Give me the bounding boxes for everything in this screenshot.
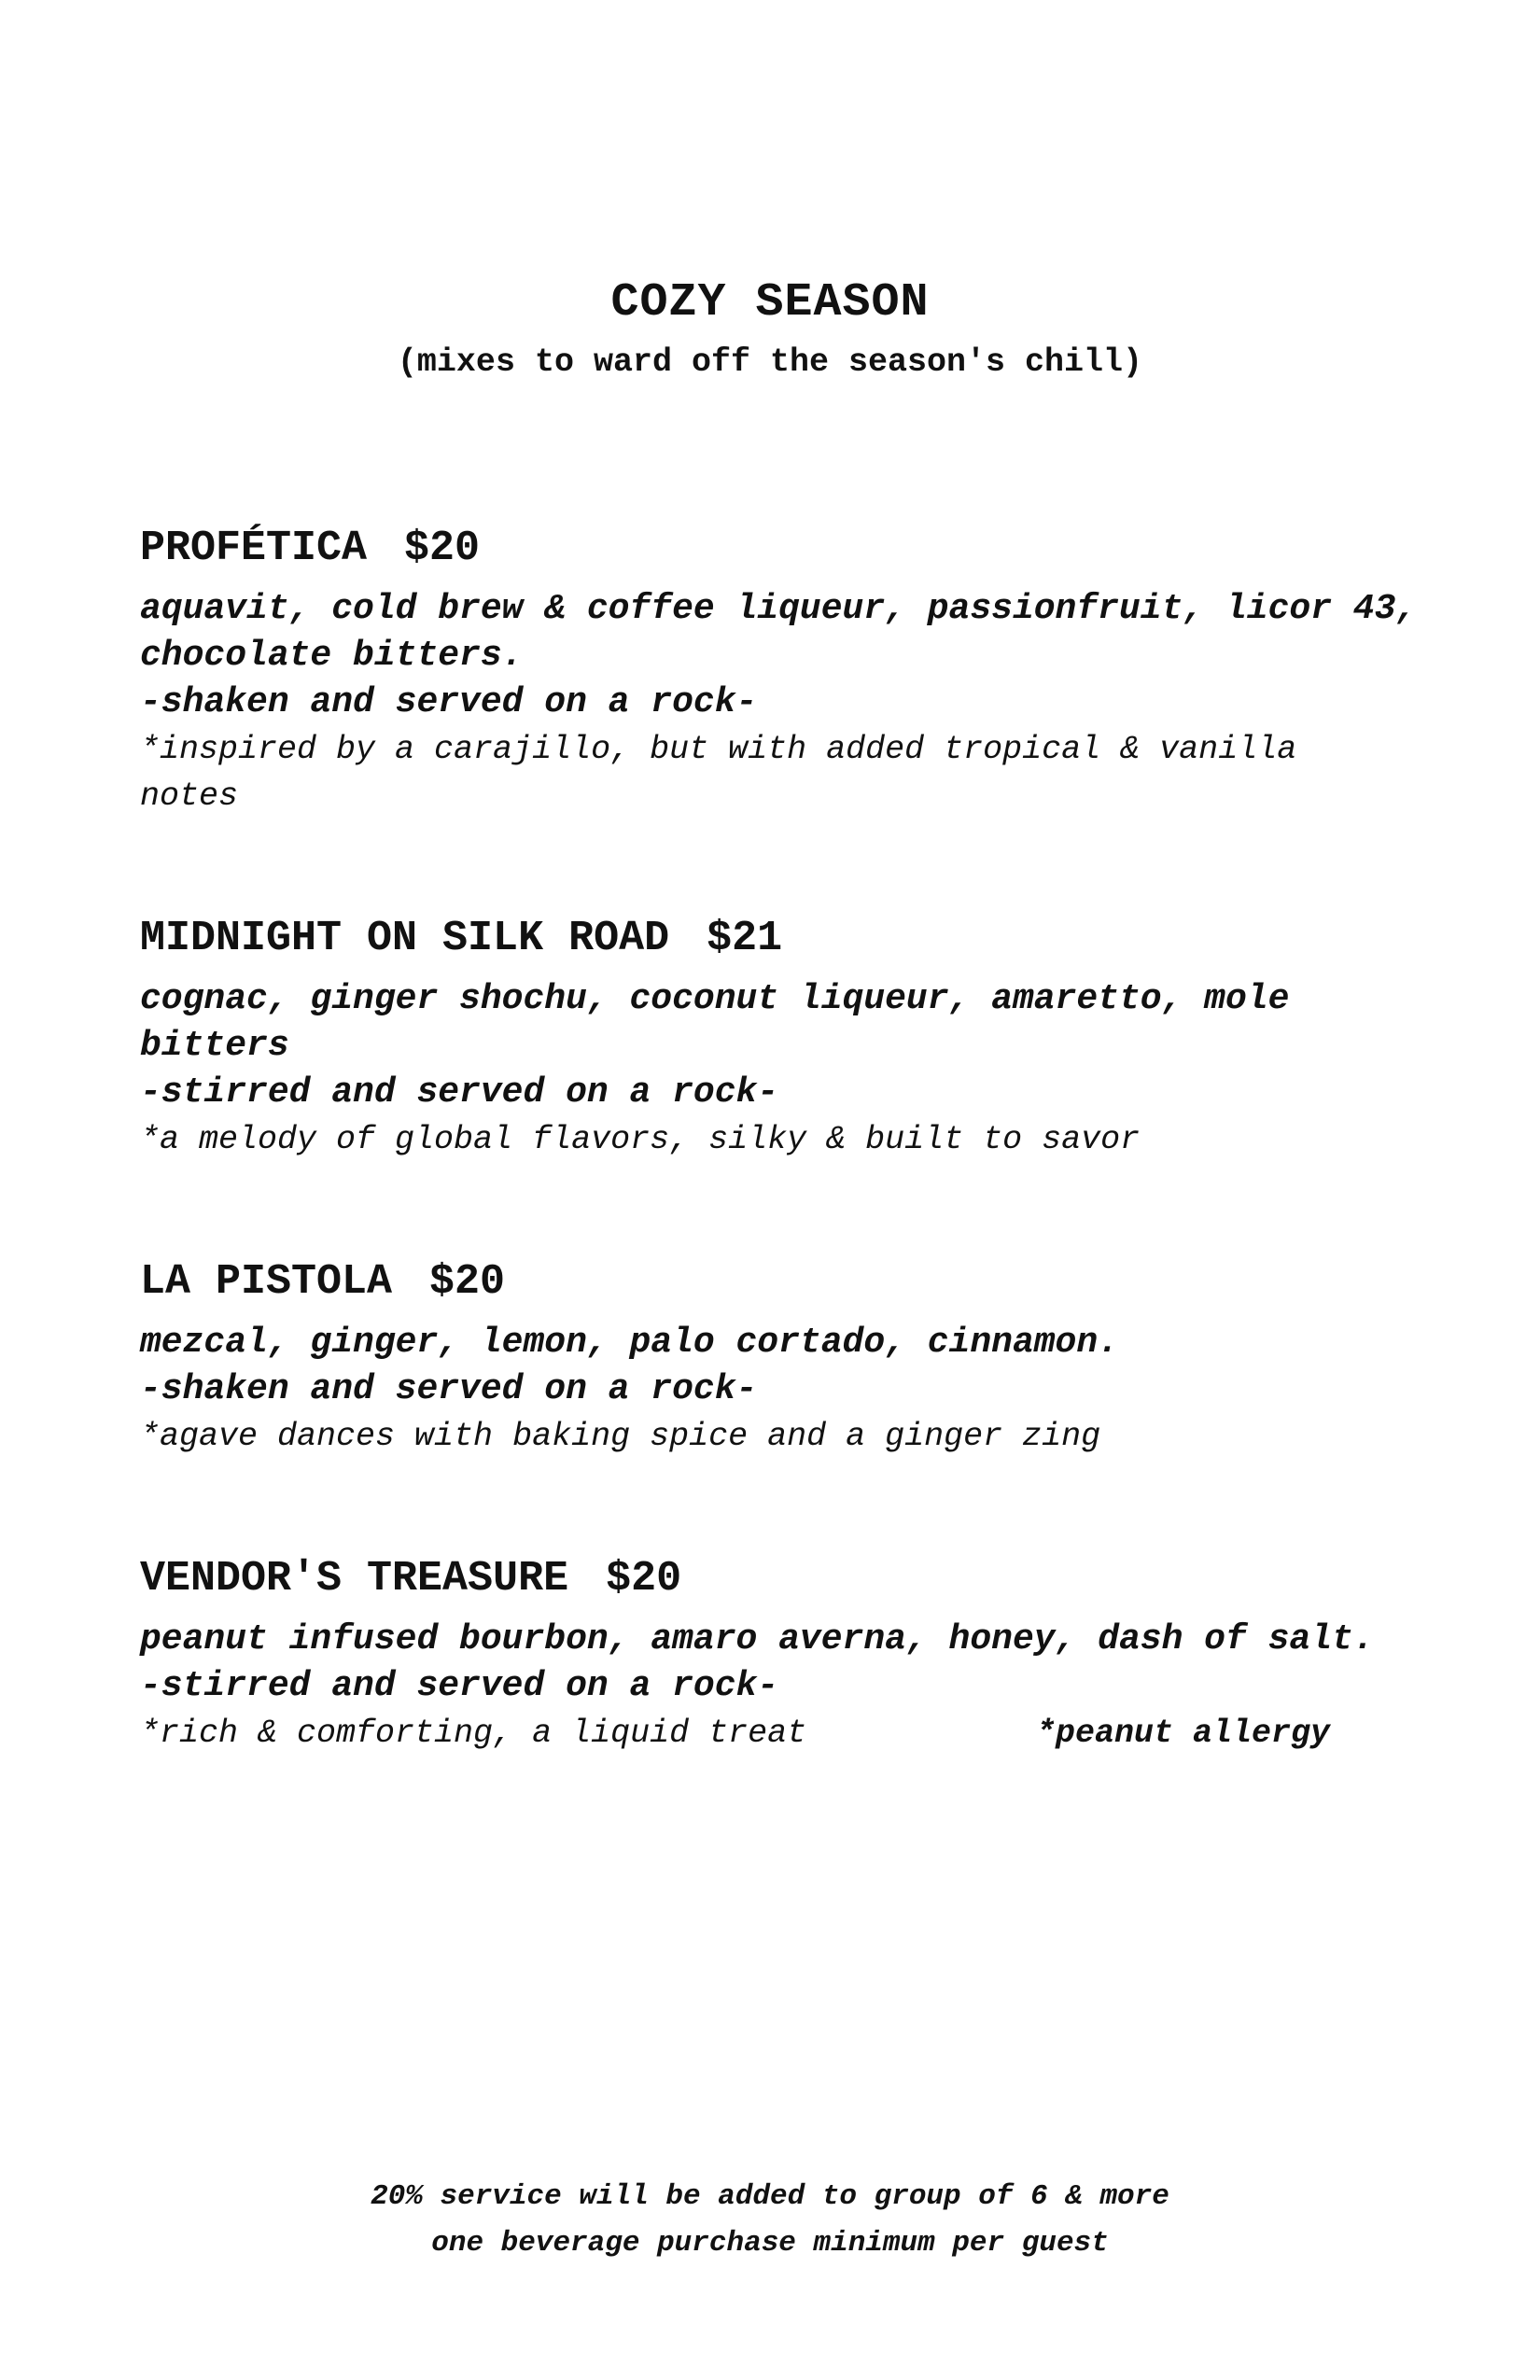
purchase-minimum-notice: one beverage purchase minimum per guest [431, 2227, 1109, 2260]
service-charge-notice: 20% service will be added to group of 6 & more [371, 2180, 1169, 2213]
item-price: $20 [429, 1258, 506, 1306]
item-ingredients: cognac, ginger shochu, coconut liqueur, amaretto, mole bitters [140, 979, 1290, 1066]
item-header [140, 523, 1447, 575]
menu-item-profetica [140, 523, 1447, 819]
item-method: -stirred and served on a rock- [140, 1072, 779, 1113]
item-method: -stirred and served on a rock- [140, 1666, 779, 1706]
item-header [140, 1256, 1447, 1309]
item-note: *inspired by a carajillo, but with added tropical & vanilla notes [140, 731, 1297, 815]
item-note: *a melody of global flavors, silky & built to savor [140, 1121, 1141, 1158]
item-header [140, 1553, 1447, 1605]
item-ingredients: peanut infused bourbon, amaro averna, honey, dash of salt. [140, 1619, 1375, 1659]
allergy-warning: *peanut allergy [1036, 1715, 1331, 1752]
item-name: VENDOR'S TREASURE [140, 1555, 569, 1603]
item-method: -shaken and served on a rock- [140, 1369, 758, 1409]
item-note: *agave dances with baking spice and a ginger zing [140, 1418, 1101, 1455]
item-name: MIDNIGHT ON SILK ROAD [140, 915, 670, 962]
item-price: $20 [404, 525, 481, 572]
menu-item-midnight-on-silk-road [140, 913, 1447, 1163]
menu-subtitle: (mixes to ward off the season's chill) [397, 343, 1143, 381]
item-note-row [140, 1710, 1447, 1757]
item-ingredients: aquavit, cold brew & coffee liqueur, passionfruit, licor 43, chocolate bitters. [140, 589, 1418, 676]
item-price: $20 [606, 1555, 682, 1603]
item-header [140, 913, 1447, 965]
item-name: PROFÉTICA [140, 525, 368, 572]
menu-item-vendors-treasure [140, 1553, 1447, 1757]
item-name: LA PISTOLA [140, 1258, 393, 1306]
item-price: $21 [707, 915, 783, 962]
menu-item-la-pistola [140, 1256, 1447, 1460]
item-method: -shaken and served on a rock- [140, 682, 758, 722]
item-ingredients: mezcal, ginger, lemon, palo cortado, cinnamon. [140, 1323, 1119, 1363]
menu-title: COZY SEASON [610, 276, 930, 329]
item-note: *rich & comforting, a liquid treat [140, 1715, 807, 1752]
